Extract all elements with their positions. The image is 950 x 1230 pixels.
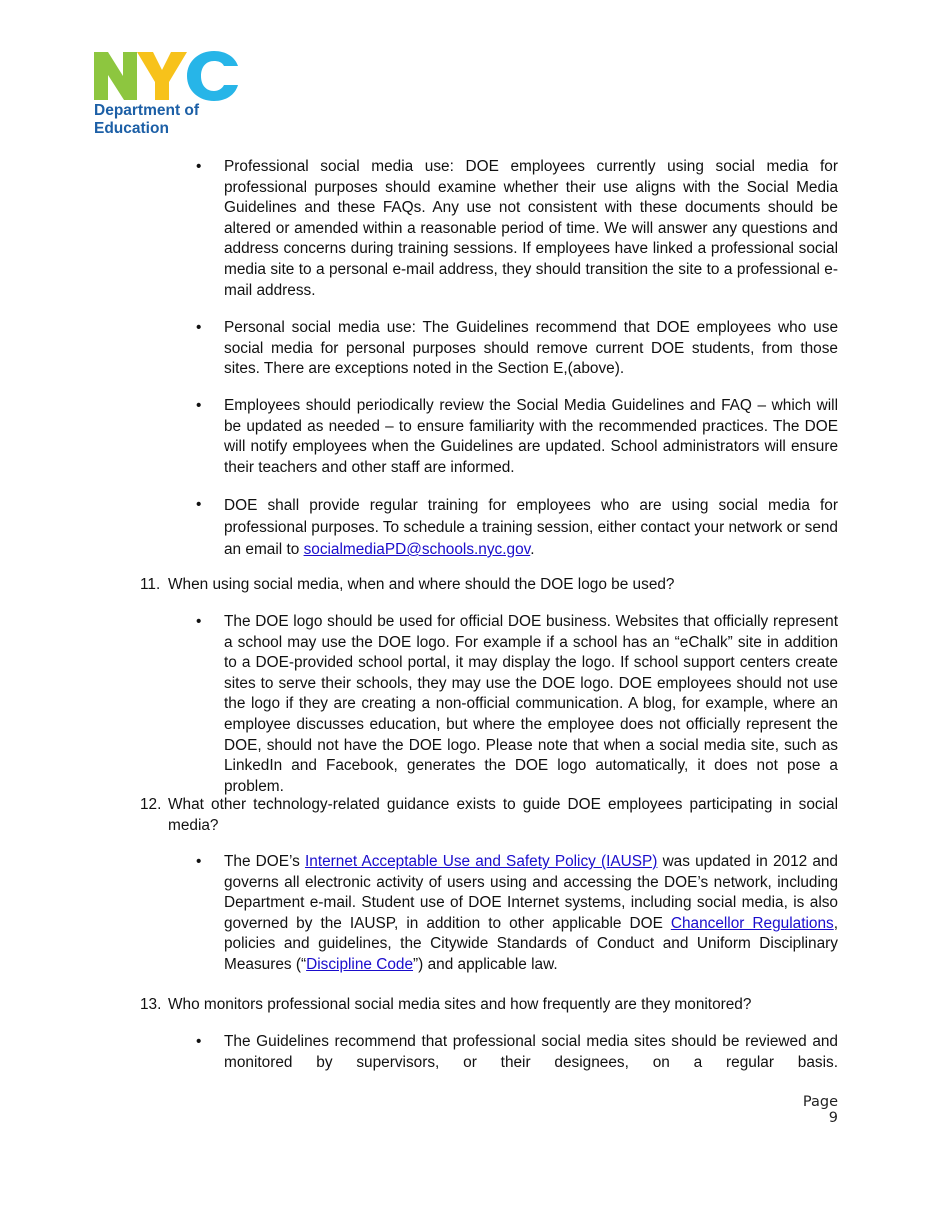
nyc-doe-logo	[93, 50, 243, 140]
bullet-iausp	[224, 852, 838, 976]
bullet-dot: •	[196, 496, 202, 513]
bullet-dot: •	[196, 1033, 202, 1050]
logo-line-1: Department of	[94, 102, 200, 119]
logo-text	[94, 102, 199, 138]
bullet-personal-use: Personal social media use: The Guidelines recommend that DOE employees who use social media for personal purposes should remove current DOE students, from those sites. There are exceptions noted in the Section E,(above).	[224, 319, 838, 378]
question-12-text: What other technology-related guidance exists to guide DOE employees participating in social media?	[168, 796, 838, 834]
bullet-dot: •	[196, 397, 202, 414]
iausp-text-2: was updated in 2012 and governs all electronic activity of users using and accessing the DOE’s network, including Department e-mail. Student use of DOE Internet systems, including social media, is also governed by the IAUSP, in addition to other applicable DOE	[224, 853, 838, 932]
nyc-logo-letters-icon	[93, 50, 241, 102]
page-number: Page 9	[802, 1094, 838, 1126]
bullet-periodic-review: Employees should periodically review the Social Media Guidelines and FAQ – which will be updated as needed – to ensure familiarity with the recommended practices. The DOE will notify employees when the Guidelines are updated. School administrators will ensure their teachers and other staff are informed.	[224, 397, 838, 476]
bullet-doe-logo: The DOE logo should be used for official DOE business. Websites that officially represent a school may use the DOE logo. For example if a school has an “eChalk” site in addition to a DOE-provided school portal, it may display the logo. If school support centers create sites to serve their schools, they may use the DOE logo. DOE employees should not use the logo if they are creating a non-official communication. A blog, for example, where an employee discusses education, but where the employee does not officially represent the DOE, should not have the DOE logo. Please note that when a social media site, such as LinkedIn and Facebook, generates the DOE logo automatically, it does not pose a problem.	[224, 613, 838, 795]
iausp-text-3: , policies and guidelines, the Citywide Standards of Conduct and Uniform Disciplinary Measures (“	[224, 914, 838, 973]
question-11-text: When using social media, when and where should the DOE logo be used?	[168, 576, 675, 593]
bullet-professional-use: Professional social media use: DOE employees currently using social media for professional purposes should examine whether their use aligns with the Social Media Guidelines and these FAQs. Any use not consistent with these documents should be altered or amended within a reasonable period of time. We will answer any questions and address concerns during training sessions. If employees have linked a professional social media site to a personal e-mail address, they should transition the site to a professional e-mail address.	[224, 158, 838, 299]
question-13-text: Who monitors professional social media sites and how frequently are they monitored?	[168, 996, 752, 1013]
question-11-number: 11.	[140, 576, 161, 593]
bullet-dot: •	[196, 853, 202, 870]
bullet-training	[224, 495, 838, 561]
question-12-number: 12.	[140, 796, 162, 813]
logo-line-2: Education	[94, 120, 169, 137]
iausp-link[interactable]: Internet Acceptable Use and Safety Policy (IAUSP)	[304, 853, 658, 870]
iausp-text-1: The DOE’s	[224, 853, 305, 870]
bullet-dot: •	[196, 319, 202, 336]
iausp-text-4: ”) and applicable law.	[413, 955, 558, 973]
bullet-training-text: DOE shall provide regular training for employees who are using social media for professional purposes. To schedule a training session, either contact your network or send an email to	[224, 497, 838, 558]
question-13-number: 13.	[140, 996, 162, 1013]
bullet-training-end: .	[530, 541, 535, 558]
chancellor-regulations-link[interactable]: Chancellor Regulations	[670, 914, 834, 932]
discipline-code-link[interactable]: Discipline Code	[306, 955, 414, 973]
training-email-link[interactable]: socialmediaPD@schools.nyc.gov	[303, 541, 531, 558]
bullet-monitoring: The Guidelines recommend that professional social media sites should be reviewed and monitored by supervisors, or their designees, on a regular basis.	[224, 1033, 838, 1071]
bullet-dot: •	[196, 613, 202, 630]
bullet-dot: •	[196, 158, 202, 175]
